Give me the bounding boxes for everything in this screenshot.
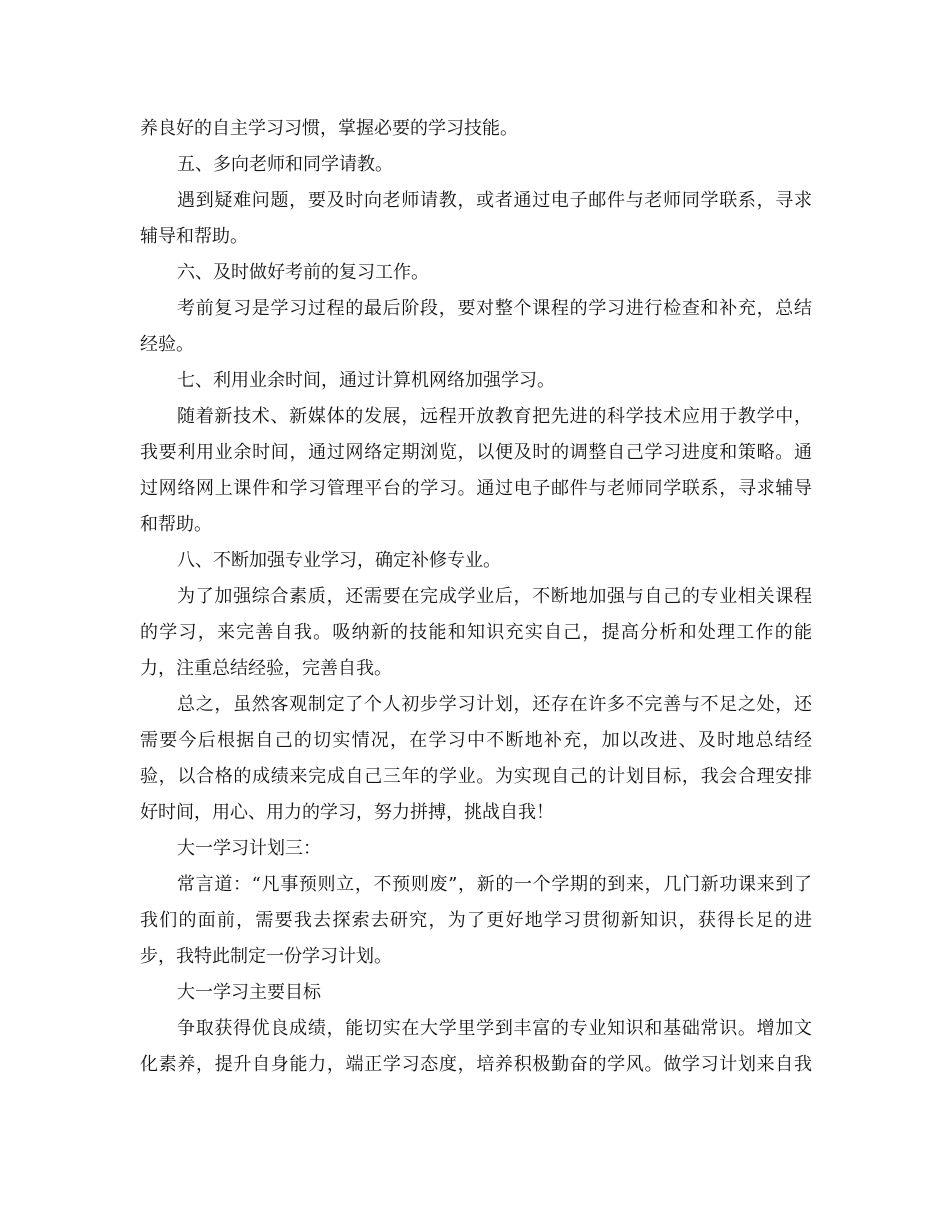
text-line: 好时间，用心、用力的学习，努力拼搏，挑战自我！ (140, 802, 554, 823)
text-line: 验，以合格的成绩来完成自己三年的学业。为实现自己的计划目标，我会合理安排 (140, 766, 812, 787)
text-line: 随着新技术、新媒体的发展，远程开放教育把先进的科学技术应用于教学中， (177, 406, 812, 427)
text-line: 化素养，提升自身能力，端正学习态度，培养积极勤奋的学风。做学习计划来自我 (140, 1054, 812, 1075)
text-line: 步，我特此制定一份学习计划。 (140, 946, 392, 967)
text-line: 的学习，来完善自我。吸纳新的技能和知识充实自己，提高分析和处理工作的能 (140, 622, 812, 643)
text-line: 经验。 (140, 334, 194, 355)
text-line: 遇到疑难问题，要及时向老师请教，或者通过电子邮件与老师同学联系，寻求 (177, 190, 812, 211)
text-line: 常言道：“凡事预则立，不预则废”，新的一个学期的到来，几门新功课来到了 (177, 874, 812, 895)
text-line: 总之，虽然客观制定了个人初步学习计划，还存在许多不完善与不足之处，还 (177, 694, 812, 715)
text-line: 和帮助。 (140, 514, 212, 535)
text-line: 需要今后根据自己的切实情况，在学习中不断地补充，加以改进、及时地总结经 (140, 730, 812, 751)
section-heading: 大一学习主要目标 (177, 982, 321, 1003)
section-heading: 五、多向老师和同学请教。 (177, 154, 393, 175)
text-line: 辅导和帮助。 (140, 226, 248, 247)
section-heading: 六、及时做好考前的复习工作。 (177, 262, 429, 283)
document-body (140, 114, 812, 1086)
text-line: 我们的面前，需要我去探索去研究，为了更好地学习贯彻新知识，获得长足的进 (140, 910, 812, 931)
text-line: 考前复习是学习过程的最后阶段，要对整个课程的学习进行检查和补充，总结 (177, 298, 812, 319)
text-line: 养良好的自主学习习惯，掌握必要的学习技能。 (140, 118, 518, 139)
text-line: 我要利用业余时间，通过网络定期浏览，以便及时的调整自己学习进度和策略。通 (140, 442, 812, 463)
text-line: 力，注重总结经验，完善自我。 (140, 658, 392, 679)
section-heading: 七、利用业余时间，通过计算机网络加强学习。 (177, 370, 555, 391)
section-heading: 大一学习计划三： (177, 838, 321, 859)
section-heading: 八、不断加强专业学习，确定补修专业。 (177, 550, 501, 571)
text-line: 争取获得优良成绩，能切实在大学里学到丰富的专业知识和基础常识。增加文 (177, 1018, 812, 1039)
text-line: 为了加强综合素质，还需要在完成学业后，不断地加强与自己的专业相关课程 (177, 586, 812, 607)
text-line: 过网络网上课件和学习管理平台的学习。通过电子邮件与老师同学联系，寻求辅导 (140, 478, 812, 499)
